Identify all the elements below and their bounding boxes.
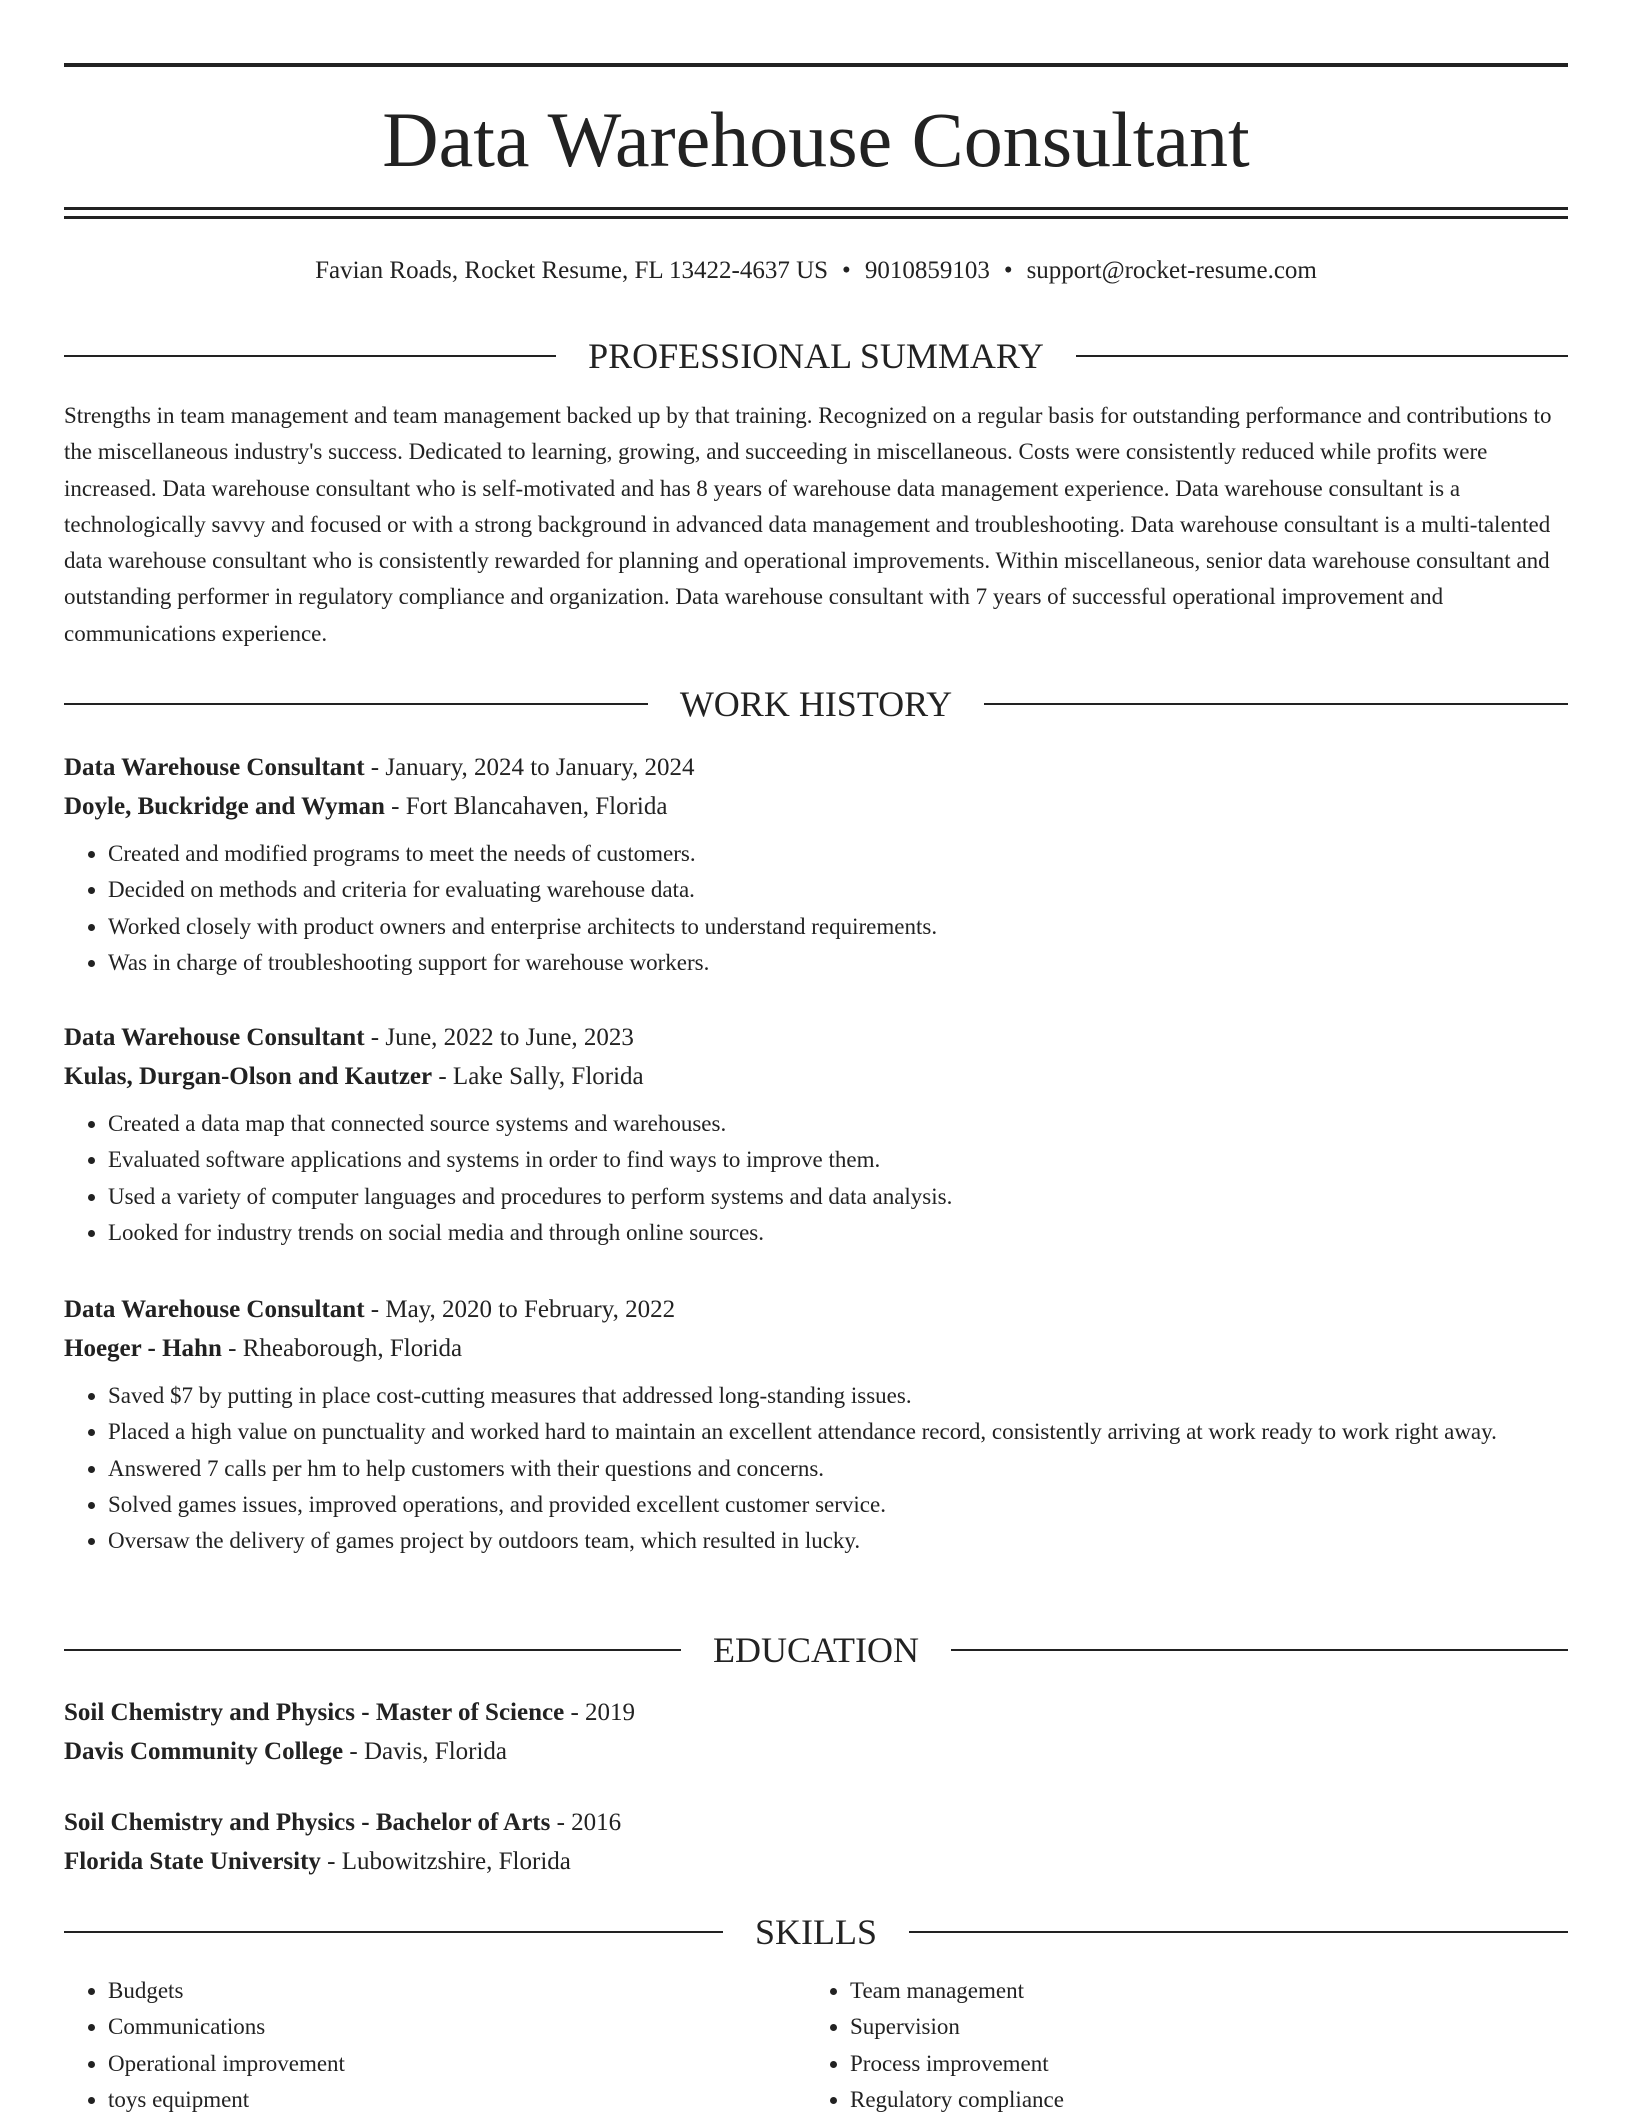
divider-line [984,703,1568,705]
job-company: Kulas, Durgan-Olson and Kautzer [64,1063,433,1090]
job-company-line [64,1329,1568,1368]
divider-line [64,355,556,357]
skill-item: • Communications [108,2009,806,2045]
contact-email: support@rocket-resume.com [1026,257,1317,284]
education-school-line [64,1842,1568,1881]
job-bullets [64,1106,1568,1251]
job-title-line [64,748,1568,787]
divider-line [64,1649,681,1651]
job-company-line [64,1057,1568,1096]
job-company: Hoeger - Hahn [64,1335,222,1362]
skill-item: • Regulatory compliance [850,2082,1548,2118]
job-bullets [64,836,1568,981]
list-item: • Was in charge of troubleshooting support for warehouse workers. [108,945,1568,981]
education-entry [64,1693,1568,1771]
education-year: - 2019 [564,1699,636,1726]
header-top-rule [64,63,1568,67]
section-title: EDUCATION [713,1630,919,1670]
skill-item: • Budgets [108,1973,806,2009]
education-degree-line [64,1693,1568,1732]
section-heading-work-history [64,682,1568,726]
contact-line [64,254,1568,288]
list-item: • Created a data map that connected source systems and warehouses. [108,1106,1568,1142]
list-item: • Oversaw the delivery of games project by outdoors team, which resulted in lucky. [108,1523,1568,1559]
job-location: - Fort Blancahaven, Florida [384,793,668,820]
job-company: Doyle, Buckridge and Wyman [64,793,385,820]
job-title: Data Warehouse Consultant [64,1024,365,1051]
skill-item: • toys equipment [108,2082,806,2118]
divider-line [64,1931,723,1933]
resume-title: Data Warehouse Consultant [382,96,1250,183]
summary-text: Strengths in team management and team management backed up by that training. Recognized on a regular basis for outstanding performance and contributions to the miscellaneous industry's success. Dedicated to learning, growing, and succeeding in miscellaneous. Costs were consistently reduced while profits were increased. Data warehouse consultant who is self-motivated and has 8 years of warehouse data management experience. Data warehouse consultant is a technologically savvy and focused or with a strong background in advanced data management and troubleshooting. Data warehouse consultant is a multi-talented data warehouse consultant who is consistently rewarded for planning and operational improvements. Within miscellaneous, senior data warehouse consultant and outstanding performer in regulatory compliance and organization. Data warehouse consultant with 7 years of successful operational improvement and communications experience. [64,403,1552,646]
section-heading-education [64,1628,1568,1672]
education-location: - Lubowitzshire, Florida [320,1848,571,1875]
contact-address: Favian Roads, Rocket Resume, FL 13422-4637 US [315,257,829,284]
job-title: Data Warehouse Consultant [64,1296,365,1323]
job-company-line [64,787,1568,826]
divider-line [1076,355,1568,357]
list-item: • Placed a high value on punctuality and worked hard to maintain an excellent attendance record, consistently arriving at work ready to work right away. [108,1414,1568,1450]
list-item: • Answered 7 calls per hm to help customers with their questions and concerns. [108,1451,1568,1487]
section-heading-summary [64,334,1568,378]
list-item: • Looked for industry trends on social media and through online sources. [108,1215,1568,1251]
education-degree: Soil Chemistry and Physics - Bachelor of Arts [64,1809,551,1836]
job-location: - Rheaborough, Florida [221,1335,463,1362]
education-degree-line [64,1803,1568,1842]
skills-list-left [64,1973,806,2118]
section-title: PROFESSIONAL SUMMARY [588,336,1044,376]
list-item: • Saved $7 by putting in place cost-cutting measures that addressed long-standing issues. [108,1378,1568,1414]
job-entry [64,1290,1568,1559]
education-location: - Davis, Florida [343,1738,508,1765]
section-title: WORK HISTORY [679,684,953,724]
list-item: • Created and modified programs to meet the needs of customers. [108,836,1568,872]
skill-item: • Team management [850,1973,1548,2009]
section-title: SKILLS [755,1912,878,1952]
education-year: - 2016 [550,1809,622,1836]
list-item: • Worked closely with product owners and enterprise architects to understand requirements. [108,909,1568,945]
header-double-rule [64,207,1568,219]
skills-list-right [806,1973,1548,2118]
contact-separator: • [842,257,851,284]
divider-line [64,703,648,705]
list-item: • Evaluated software applications and systems in order to find ways to improve them. [108,1142,1568,1178]
contact-separator: • [1003,257,1013,284]
job-dates: - January, 2024 to January, 2024 [364,754,695,781]
contact-phone: 9010859103 [864,257,990,284]
job-title: Data Warehouse Consultant [64,754,365,781]
education-school: Davis Community College [64,1738,344,1765]
education-entry [64,1803,1568,1881]
job-location: - Lake Sally, Florida [432,1063,644,1090]
list-item: • Solved games issues, improved operations, and provided excellent customer service. [108,1487,1568,1523]
divider-line [951,1649,1568,1651]
job-title-line [64,1018,1568,1057]
education-school-line [64,1732,1568,1771]
skill-item: • Supervision [850,2009,1548,2045]
list-item: • Used a variety of computer languages and procedures to perform systems and data analysis. [108,1179,1568,1215]
job-bullets [64,1378,1568,1559]
list-item: • Decided on methods and criteria for evaluating warehouse data. [108,872,1568,908]
job-dates: - June, 2022 to June, 2023 [364,1024,634,1051]
job-entry [64,748,1568,981]
job-dates: - May, 2020 to February, 2022 [364,1296,676,1323]
skills-columns [64,1973,1568,2118]
divider-line [909,1931,1568,1933]
skill-item: • Operational improvement [108,2046,806,2082]
education-school: Florida State University [64,1848,321,1875]
job-entry [64,1018,1568,1251]
job-title-line [64,1290,1568,1329]
skill-item: • Process improvement [850,2046,1548,2082]
education-degree: Soil Chemistry and Physics - Master of Science [64,1699,565,1726]
section-heading-skills [64,1910,1568,1954]
